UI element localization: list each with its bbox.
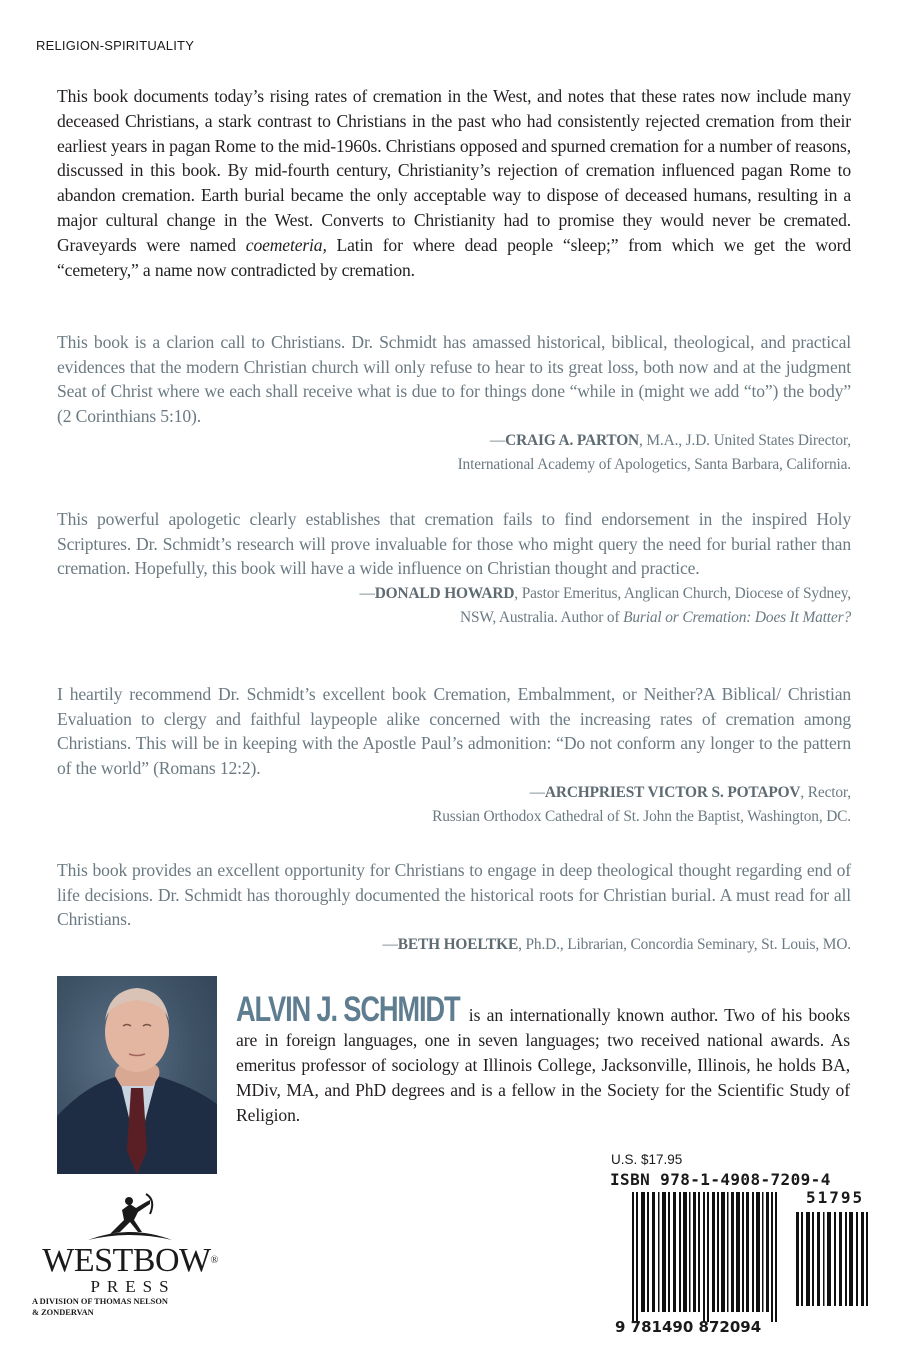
barcode-block [608, 1152, 868, 1352]
barcode-addon-icon [796, 1212, 868, 1306]
endorsement-hoeltke [57, 858, 851, 957]
description-italic-term: coemeteria, [245, 234, 327, 255]
dash: — [359, 584, 375, 602]
registered-mark: ® [210, 1255, 218, 1266]
endorser-name: ARCHPRIEST VICTOR S. POTAPOV [544, 784, 801, 802]
endorser-book-title: Burial or Cremation: Does It Matter? [623, 608, 851, 626]
endorsement-quote: This powerful apologetic clearly establishes that cremation fails to find endorsement in the inspired Holy Scriptures. Dr. Schmidt’s research will prove invaluable for those who might query the need for burial rather than cremation. Hopefully, this book will have a wide influence on Christian thought and practice. [57, 509, 851, 579]
dash: — [489, 432, 506, 450]
publisher-press: PRESS [90, 1277, 176, 1296]
endorsement-quote: This book provides an excellent opportunity for Christians to engage in deep theological thought regarding end of life decisions. Dr. Schmidt has thoroughly documented the historical roots for Christian burial. A must read for all Christians. [57, 860, 851, 930]
author-bio-text: is an internationally known author. Two of his books are in foreign languages, one in seven languages; two received national awards. As emeritus professor of sociology at Illinois College, Jacksonville, Illinois, he holds BA, MDiv, MA, and PhD degrees and is a fellow in the Society for the Scientific Study of Religion. [236, 1005, 850, 1125]
endorser-name: DONALD HOWARD [374, 584, 515, 602]
author-photo [57, 976, 217, 1174]
dash: — [529, 784, 545, 802]
author-portrait-icon [57, 976, 217, 1174]
description-text-1: This book documents today’s rising rates of cremation in the West, and notes that these rates now include many deceased Christians, a stark contrast to Christians in the past who had consistently rejected cremation from their earliest years in pagan Rome to the mid-1960s. Christians opposed and spurned cremation for a number of reasons, discussed in this book. By mid-fourth century, Christianity’s rejection of cremation influenced pagan Rome to abandon cremation. Earth burial became the only acceptable way to dispose of deceased humans, resulting in a major cultural change in the West. Converts to Christianity had to promise they would never be cremated. Graveyards were named [57, 86, 851, 255]
endorsement-potapov [57, 682, 851, 829]
publisher-wordmark [30, 1244, 230, 1278]
publisher-division-2: & ZONDERVAN [32, 1308, 94, 1317]
endorser-title: , Rector, [800, 784, 851, 802]
category-label: RELIGION-SPIRITUALITY [36, 38, 195, 53]
publisher-name: WESTBOW [42, 1242, 211, 1279]
endorsement-attribution [57, 781, 851, 829]
endorser-name: CRAIG A. PARTON [505, 432, 639, 450]
addon-number: 51795 [806, 1188, 865, 1207]
archer-icon [80, 1190, 180, 1242]
dash: — [382, 935, 398, 953]
publisher-logo [30, 1190, 230, 1340]
isbn-label: ISBN 978-1-4908-7209-4 [610, 1170, 831, 1189]
endorser-name: BETH HOELTKE [397, 935, 519, 953]
endorser-title: , M.A., J.D. United States Director, [639, 432, 851, 450]
endorsement-howard [57, 507, 851, 630]
book-description [57, 84, 851, 282]
endorsement-quote: I heartily recommend Dr. Schmidt’s excellent book Cremation, Embalmment, or Neither?A Biblical/ Christian Evaluation to clergy and faithful laypeople alike concerned with the increasing rates of cremation among Christians. This will be in keeping with the Apostle Paul’s admonition: “Do not conform any longer to the pattern of the world” (Romans 12:2). [57, 684, 851, 778]
endorser-affiliation: International Academy of Apologetics, Santa Barbara, California. [457, 456, 851, 474]
endorsement-attribution [57, 582, 851, 630]
description-text-2: Latin for where dead people “sleep;” from which we get the word “cemetery,” a name now contradicted by cremation. [57, 234, 851, 280]
endorsement-parton [57, 330, 851, 477]
endorsement-attribution [57, 933, 851, 957]
author-bio [236, 990, 850, 1128]
publisher-division-1: A DIVISION OF THOMAS NELSON [32, 1297, 168, 1306]
endorser-title: , Ph.D., Librarian, Concordia Seminary, St. Louis, MO. [518, 935, 851, 953]
author-name: ALVIN J. SCHMIDT [236, 990, 460, 1029]
endorser-affiliation: NSW, Australia. Author of [460, 608, 624, 626]
endorser-affiliation: Russian Orthodox Cathedral of St. John the Baptist, Washington, DC. [432, 808, 851, 826]
endorser-title: , Pastor Emeritus, Anglican Church, Diocese of Sydney, [514, 584, 851, 602]
barcode-main-icon [632, 1192, 782, 1322]
barcode-digits: 9 781490 872094 [615, 1318, 762, 1336]
price-label: U.S. $17.95 [611, 1152, 683, 1167]
endorsement-attribution [57, 429, 851, 477]
endorsement-quote: This book is a clarion call to Christians. Dr. Schmidt has amassed historical, biblical, theological, and practical evidences that the modern Christian church will only refuse to hear to its great loss, both now and at the judgment Seat of Christ where we each shall receive what is due to for things done “while in (might we add “to”) the body” (2 Corinthians 5:10). [57, 332, 851, 426]
